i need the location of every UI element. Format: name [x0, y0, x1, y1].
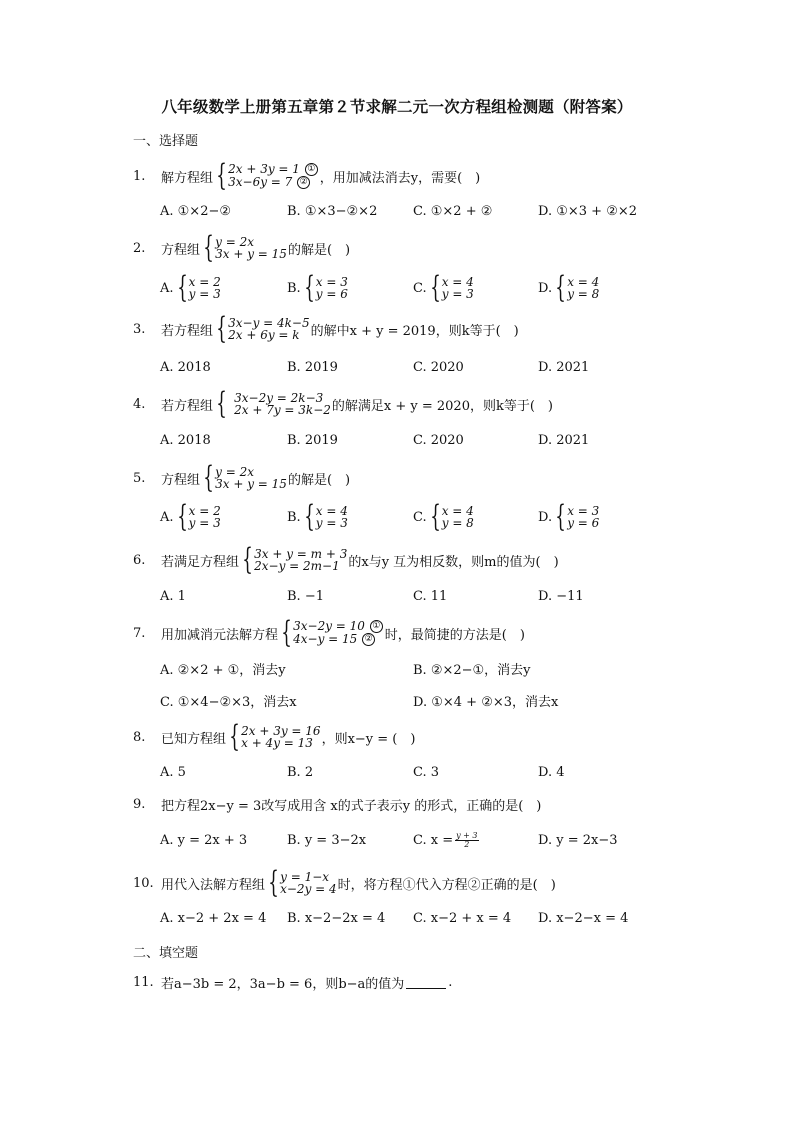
question-number: 8.: [133, 729, 146, 745]
option-c[interactable]: C. { x = 4 y = 3: [413, 270, 474, 305]
question-text: 已知方程组: [161, 731, 227, 747]
question-2: [133, 230, 351, 265]
option-c[interactable]: C. 2020: [413, 432, 464, 448]
question-number: 7.: [133, 625, 146, 641]
option-c[interactable]: C. x−2 + x = 4: [413, 910, 512, 926]
question-5: [133, 460, 351, 495]
option-b[interactable]: B. { x = 4 y = 3: [287, 499, 348, 534]
question-text: 解方程组: [161, 170, 214, 186]
question-text: 时，将方程①代入方程②正确的是( ): [337, 877, 556, 893]
question-text: 的解是( ): [287, 242, 351, 258]
option-d[interactable]: D. ①×4 + ②×3，消去x: [413, 694, 559, 710]
option-b[interactable]: B. y = 3−2x: [287, 832, 367, 848]
question-text: 的解中x + y = 2019，则k等于( ): [310, 323, 519, 339]
equation-system: { 3x−2y = 2k−3 2x + 7y = 3k−2: [216, 386, 331, 421]
option-b[interactable]: B. −1: [287, 588, 324, 604]
option-a[interactable]: A. ①×2−②: [160, 203, 232, 219]
answer-blank[interactable]: [406, 976, 446, 989]
question-number: 5.: [133, 470, 146, 486]
option-c[interactable]: C. ①×4−②×3，消去x: [160, 694, 297, 710]
question-text: 方程组: [161, 242, 201, 258]
option-a[interactable]: A. x−2 + 2x = 4: [160, 910, 267, 926]
question-text: 用加减消元法解方程: [161, 627, 279, 643]
question-number: 1.: [133, 168, 146, 184]
section-choice-heading: 一、选择题: [133, 134, 199, 149]
question-number: 9.: [133, 796, 146, 812]
fraction: $\frac{y + 3}{2}$: [456, 830, 478, 849]
option-a[interactable]: A. 1: [160, 588, 186, 604]
section-fill-heading: 二、填空题: [133, 946, 199, 961]
equation-system: { 2x + 3y = 16 x + 4y = 13: [229, 719, 321, 754]
option-c[interactable]: C. x = $\frac{y + 3}{2}$: [413, 830, 478, 849]
equation-system: { 3x−y = 4k−5 2x + 6y = k: [216, 311, 310, 346]
option-c[interactable]: C. 2020: [413, 359, 464, 375]
option-d[interactable]: D. −11: [538, 588, 584, 604]
option-d[interactable]: D. { x = 3 y = 6: [538, 499, 600, 534]
question-text: 若a−3b = 2，3a−b = 6，则b−a的值为: [161, 976, 405, 992]
question-text: 把方程2x−y = 3改写成用含 x的式子表示y 的形式，正确的是( ): [161, 798, 542, 814]
option-b[interactable]: B. x−2−2x = 4: [287, 910, 386, 926]
option-a[interactable]: A. 2018: [160, 359, 211, 375]
option-d[interactable]: D. 2021: [538, 359, 590, 375]
option-d[interactable]: D. 4: [538, 764, 565, 780]
option-d[interactable]: D. ①×3 + ②×2: [538, 203, 638, 219]
equation-system: { y = 2x 3x + y = 15: [203, 230, 287, 265]
option-c[interactable]: C. { x = 4 y = 8: [413, 499, 474, 534]
option-a[interactable]: A. ②×2 + ①，消去y: [160, 662, 286, 678]
question-text: 方程组: [161, 472, 201, 488]
question-text: ，则x−y = ( ): [321, 731, 416, 747]
option-b[interactable]: B. 2019: [287, 432, 338, 448]
question-7: [133, 615, 525, 650]
option-a[interactable]: A. { x = 2 y = 3: [160, 270, 221, 305]
question-number: 11.: [133, 974, 154, 990]
equation-system: { 3x + y = m + 3 2x−y = 2m−1: [242, 542, 348, 577]
equation-system: { 3x−2y = 10 ① 4x−y = 15 ②: [279, 620, 384, 646]
question-1: [133, 158, 481, 193]
option-d[interactable]: D. x−2−x = 4: [538, 910, 629, 926]
option-a[interactable]: A. y = 2x + 3: [160, 832, 248, 848]
question-number: 2.: [133, 240, 146, 256]
equation-system: { y = 1−x x−2y = 4: [268, 865, 337, 900]
question-6: [133, 542, 559, 577]
page-title: 八年级数学上册第五章第２节求解二元一次方程组检测题（附答案）: [161, 97, 633, 116]
option-b[interactable]: B. 2: [287, 764, 314, 780]
question-text: ，用加减法消去y，需要( ): [319, 170, 481, 186]
question-9: [133, 791, 541, 817]
question-text: 的解满足x + y = 2020，则k等于( ): [331, 398, 553, 414]
option-b[interactable]: B. ②×2−①，消去y: [413, 662, 531, 678]
question-text: 若满足方程组: [161, 554, 240, 570]
option-c[interactable]: C. 3: [413, 764, 440, 780]
question-3: [133, 311, 519, 346]
option-a[interactable]: A. 5: [160, 764, 186, 780]
option-d[interactable]: D. { x = 4 y = 8: [538, 270, 600, 305]
question-text: 的x与y 互为相反数，则m的值为( ): [348, 554, 559, 570]
question-text: 的解是( ): [287, 472, 351, 488]
question-10: [133, 865, 556, 900]
question-number: 6.: [133, 552, 146, 568]
option-d[interactable]: D. y = 2x−3: [538, 832, 618, 848]
question-text: 若方程组: [161, 323, 214, 339]
option-b[interactable]: B. 2019: [287, 359, 338, 375]
option-a[interactable]: A. 2018: [160, 432, 211, 448]
question-number: 4.: [133, 396, 146, 412]
question-text: .: [448, 974, 453, 990]
option-b[interactable]: B. ①×3−②×2: [287, 203, 378, 219]
option-c[interactable]: C. 11: [413, 588, 448, 604]
question-text: 若方程组: [161, 398, 214, 414]
question-4: [133, 386, 553, 421]
question-text: 用代入法解方程组: [161, 877, 266, 893]
equation-system: { 2x + 3y = 1 ① 3x−6y = 7 ②: [214, 163, 319, 189]
question-text: 时，最简捷的方法是( ): [384, 627, 525, 643]
option-d[interactable]: D. 2021: [538, 432, 590, 448]
question-number: 10.: [133, 875, 154, 891]
question-8: [133, 719, 416, 754]
option-a[interactable]: A. { x = 2 y = 3: [160, 499, 221, 534]
question-11: [133, 969, 452, 995]
question-number: 3.: [133, 321, 146, 337]
equation-system: { y = 2x 3x + y = 15: [203, 460, 287, 495]
option-b[interactable]: B. { x = 3 y = 6: [287, 270, 348, 305]
option-c[interactable]: C. ①×2 + ②: [413, 203, 493, 219]
